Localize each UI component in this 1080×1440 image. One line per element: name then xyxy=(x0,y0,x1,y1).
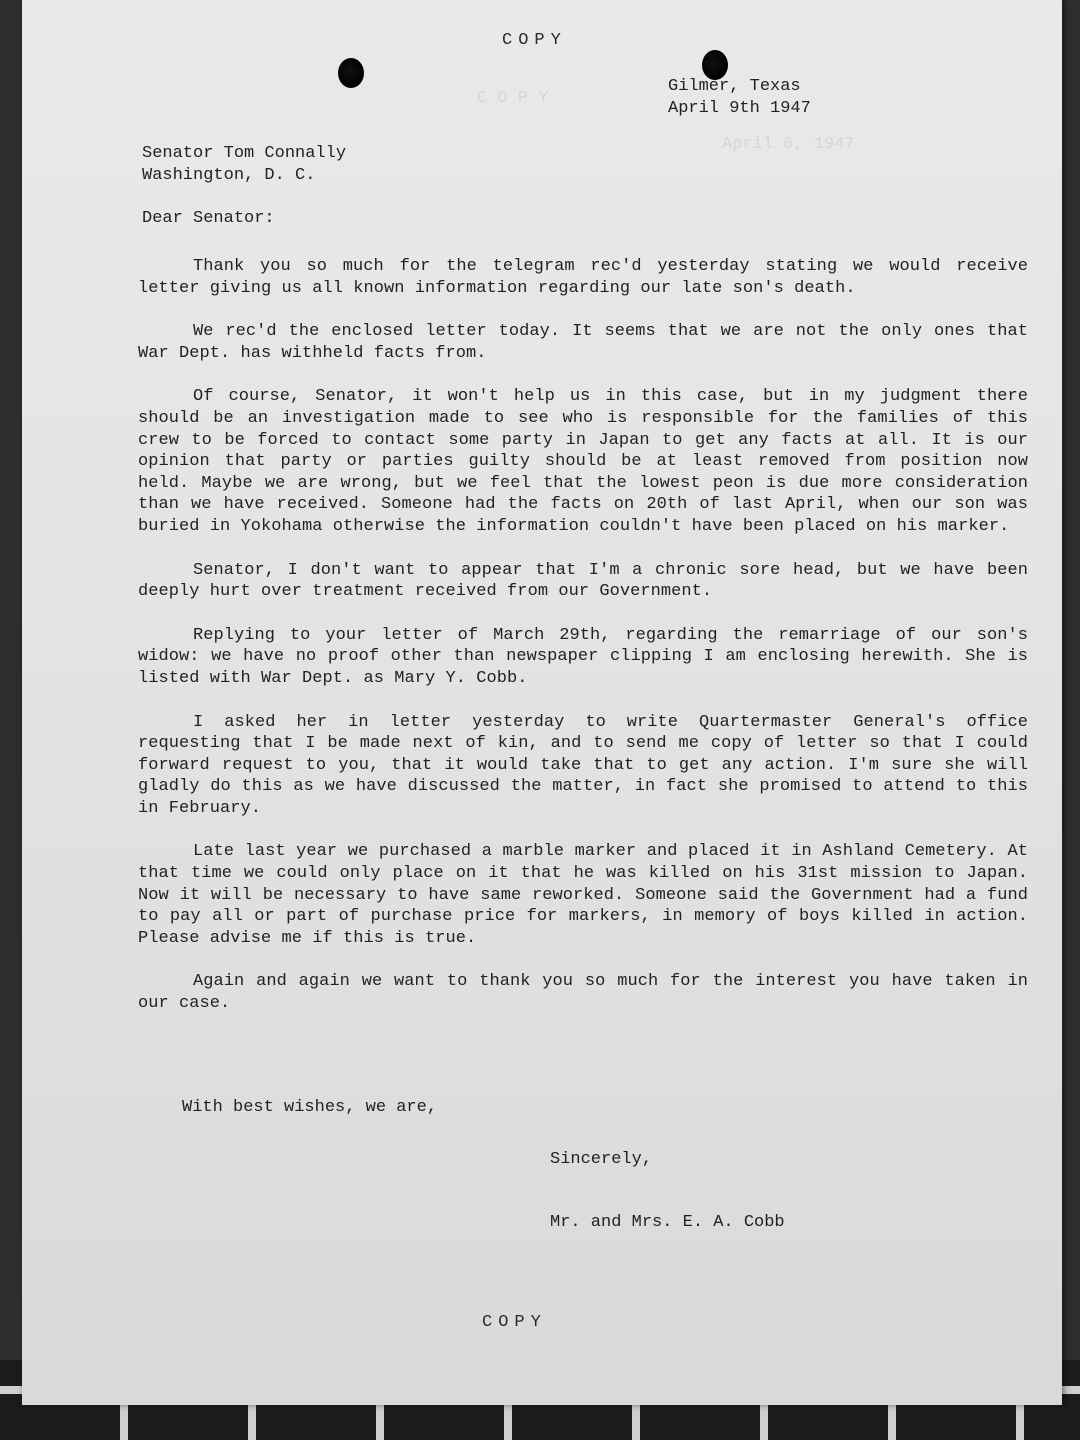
salutation: Dear Senator: xyxy=(142,209,275,228)
signature: Mr. and Mrs. E. A. Cobb xyxy=(550,1213,785,1232)
date: April 9th 1947 xyxy=(668,99,811,118)
paragraph: Of course, Senator, it won't help us in this case, but in my judgment there should be an investigation made to see who is responsible for the families of this crew to be forced to contact some party in Japan to get any facts at all. It is our opinion that party or parties guilty should be at least removed from position now held. Maybe we are wrong, but we feel that the lowest peon is due more consideration than we have received. Someone had the facts on 20th of last April, when our son was buried in Yokohama otherwise the information couldn't have been placed on his marker. xyxy=(138,387,1028,536)
place: Gilmer, Texas xyxy=(668,77,801,96)
copy-mark-top: COPY xyxy=(502,31,567,50)
copy-mark-bottom: COPY xyxy=(482,1313,547,1332)
recipient-city: Washington, D. C. xyxy=(142,166,316,185)
paragraph: I asked her in letter yesterday to write Quartermaster General's office requesting that I be made next of kin, and to send me copy of letter so that I could forward request to you, that it would take that to get any action. I'm sure she will gladly do this as we have discussed the matter, in fact she promised to attend to this in February. xyxy=(138,712,1028,818)
complimentary-close: Sincerely, xyxy=(550,1150,653,1169)
paragraph: We rec'd the enclosed letter today. It seems that we are not the only ones that War Dept. has withheld facts from. xyxy=(138,322,1028,363)
paragraph: Replying to your letter of March 29th, regarding the remarriage of our son's widow: we have no proof other than newspaper clipping I am enclosing herewith. She is listed with War Dept. as Mary Y. Cobb. xyxy=(138,625,1028,688)
bleed-through-date: April 6, 1947 xyxy=(722,135,855,154)
letter xyxy=(22,0,1062,1405)
paragraph: Thank you so much for the telegram rec'd yesterday stating we would receive letter giving us all known information regarding our late son's death. xyxy=(138,257,1028,298)
closing-line: With best wishes, we are, xyxy=(182,1098,438,1117)
recipient-name: Senator Tom Connally xyxy=(142,144,347,163)
paragraph: Senator, I don't want to appear that I'm a chronic sore head, but we have been deeply hurt over treatment received from our Government. xyxy=(138,560,1028,602)
paragraph: Again and again we want to thank you so much for the interest you have taken in our case. xyxy=(138,972,1028,1014)
recipient-block xyxy=(142,143,346,187)
bleed-through-header: C O P Y xyxy=(477,89,549,108)
place-date-block xyxy=(668,76,811,120)
letter-page xyxy=(22,0,1062,1405)
letter-body xyxy=(138,256,1028,1037)
paragraph: Late last year we purchased a marble marker and placed it in Ashland Cemetery. At that time we could only place on it that he was killed on his 31st mission to Japan. Now it will be necessary to have same reworked. Someone said the Government had a fund to pay all or part of purchase price for markers, in memory of boys killed in action. Please advise me if this is true. xyxy=(138,842,1028,948)
